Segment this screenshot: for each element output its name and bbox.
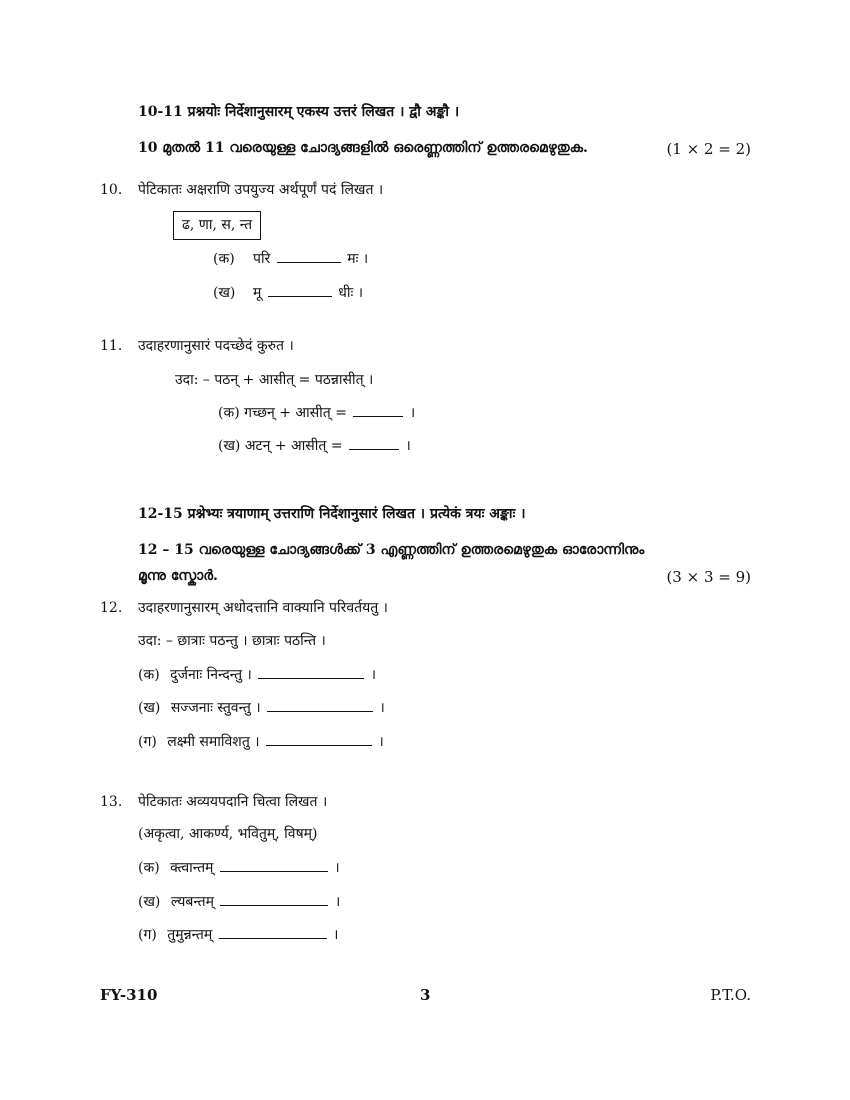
q11-a-end: । (409, 405, 416, 421)
q13-item-text: क्त्वान्तम् (170, 860, 214, 876)
section2-heading-sanskrit: 12-15 प्रश्नेभ्यः त्रयाणाम् उत्तराणि निर्देशानुसारं लिखत । प्रत्येकं त्रयः अङ्काः । (138, 506, 526, 522)
q12-item-label: (ख) (138, 700, 161, 716)
q10-b-pre: मू (253, 285, 262, 301)
q10-number: 10. (100, 182, 123, 198)
q10-a-pre: परि (253, 251, 271, 267)
q13-item-end: । (334, 894, 341, 910)
q13-item (138, 894, 340, 911)
q12-item (138, 700, 385, 717)
q10-b-row (253, 285, 363, 302)
q12-item (138, 667, 376, 684)
q11-a-text: गच्छन् + आसीत् = (244, 405, 347, 421)
q13-item-text: ल्यबन्तम् (170, 894, 215, 910)
q10-a-row (253, 251, 368, 268)
q11-b-row (218, 438, 411, 455)
q11-a-row (218, 405, 415, 422)
q12-item-text: दुर्जनाः निन्दन्तु । (170, 667, 252, 683)
q13-item-label: (क) (138, 860, 160, 876)
q12-item-text: लक्ष्मी समाविशतु । (167, 734, 260, 750)
q10-a-label: (क) (213, 251, 235, 267)
q13-item-text: तुमुन्नन्तम् (167, 927, 213, 943)
q13-text: पेटिकातः अव्ययपदानि चित्वा लिखत । (138, 794, 328, 810)
q11-b-text: अटन् + आसीत् = (244, 438, 343, 454)
q12-item-end: । (378, 734, 384, 750)
section2-heading-malayalam-2: മൂന്നു സ്കോർ. (138, 568, 218, 584)
q12-item-blank[interactable] (258, 677, 364, 679)
q13-item (138, 927, 338, 944)
q13-item-end: । (333, 927, 339, 943)
q11-b-label: (ख) (218, 438, 241, 454)
q12-example: उदा: – छात्राः पठन्तु । छात्राः पठन्ति । (138, 633, 326, 649)
q11-text: उदाहरणानुसारं पदच्छेदं कुरुत । (138, 338, 294, 354)
section2-heading-malayalam-1: 12 – 15 വരെയുള്ള ചോദ്യങ്ങൾക്ക് 3 എണ്ണത്തിന് ഉത്തരമെഴുതുക ഓരോന്നിനും (138, 542, 645, 558)
q12-item-end: । (370, 667, 377, 683)
q12-item-blank[interactable] (266, 744, 372, 746)
q11-b-blank[interactable] (349, 448, 399, 450)
section1-marks: (1 × 2 = 2) (666, 140, 751, 158)
q11-a-label: (क) (218, 405, 240, 421)
q13-item-blank[interactable] (220, 904, 328, 906)
q13-item-label: (ग) (138, 927, 157, 943)
section2-marks: (3 × 3 = 9) (666, 568, 751, 586)
q12-number: 12. (100, 600, 123, 616)
q11-number: 11. (100, 338, 123, 354)
footer-paper-code: FY-310 (100, 986, 158, 1004)
q13-item-label: (ख) (138, 894, 161, 910)
footer-pto: P.T.O. (710, 986, 751, 1004)
q11-b-end: । (405, 438, 411, 454)
q12-text: उदाहरणानुसारम् अधोदत्तानि वाक्यानि परिवर्तयतु । (138, 600, 388, 616)
q10-text: पेटिकातः अक्षराणि उपयुज्य अर्थपूर्णं पदं लिखत । (138, 182, 384, 198)
q10-a-post: मः । (347, 251, 369, 267)
q13-item-end: । (334, 860, 340, 876)
footer-page-number: 3 (420, 986, 431, 1004)
q12-item-label: (क) (138, 667, 160, 683)
section1-heading-malayalam: 10 മുതൽ 11 വരെയുള്ള ചോദ്യങ്ങളിൽ ഒരെണ്ണത്തിന് ഉത്തരമെഴുതുക. (138, 140, 588, 156)
q13-number: 13. (100, 794, 123, 810)
q10-letter-box: ढ, णा, स, न्त (173, 211, 261, 240)
q10-a-blank[interactable] (277, 261, 341, 263)
q13-item-blank[interactable] (220, 870, 328, 872)
q10-b-blank[interactable] (268, 295, 332, 297)
q12-item-blank[interactable] (267, 710, 373, 712)
q13-item-blank[interactable] (219, 937, 327, 939)
q12-item-end: । (379, 700, 385, 716)
q11-a-blank[interactable] (353, 415, 403, 417)
q12-item (138, 734, 384, 751)
q12-item-text: सज्जनाः स्तुवन्तु । (170, 700, 261, 716)
section1-heading-sanskrit: 10-11 प्रश्नयोः निर्देशानुसारम् एकस्य उत्तरं लिखत । द्वौ अङ्कौ । (138, 104, 460, 120)
q10-b-post: धीः । (338, 285, 364, 301)
q11-example: उदा: – पठन् + आसीत् = पठन्नासीत् । (175, 372, 374, 388)
q12-item-label: (ग) (138, 734, 157, 750)
q13-options: (अकृत्वा, आकर्ण्य, भवितुम्, विषम्) (138, 826, 318, 842)
q13-item (138, 860, 340, 877)
q10-b-label: (ख) (213, 285, 236, 301)
